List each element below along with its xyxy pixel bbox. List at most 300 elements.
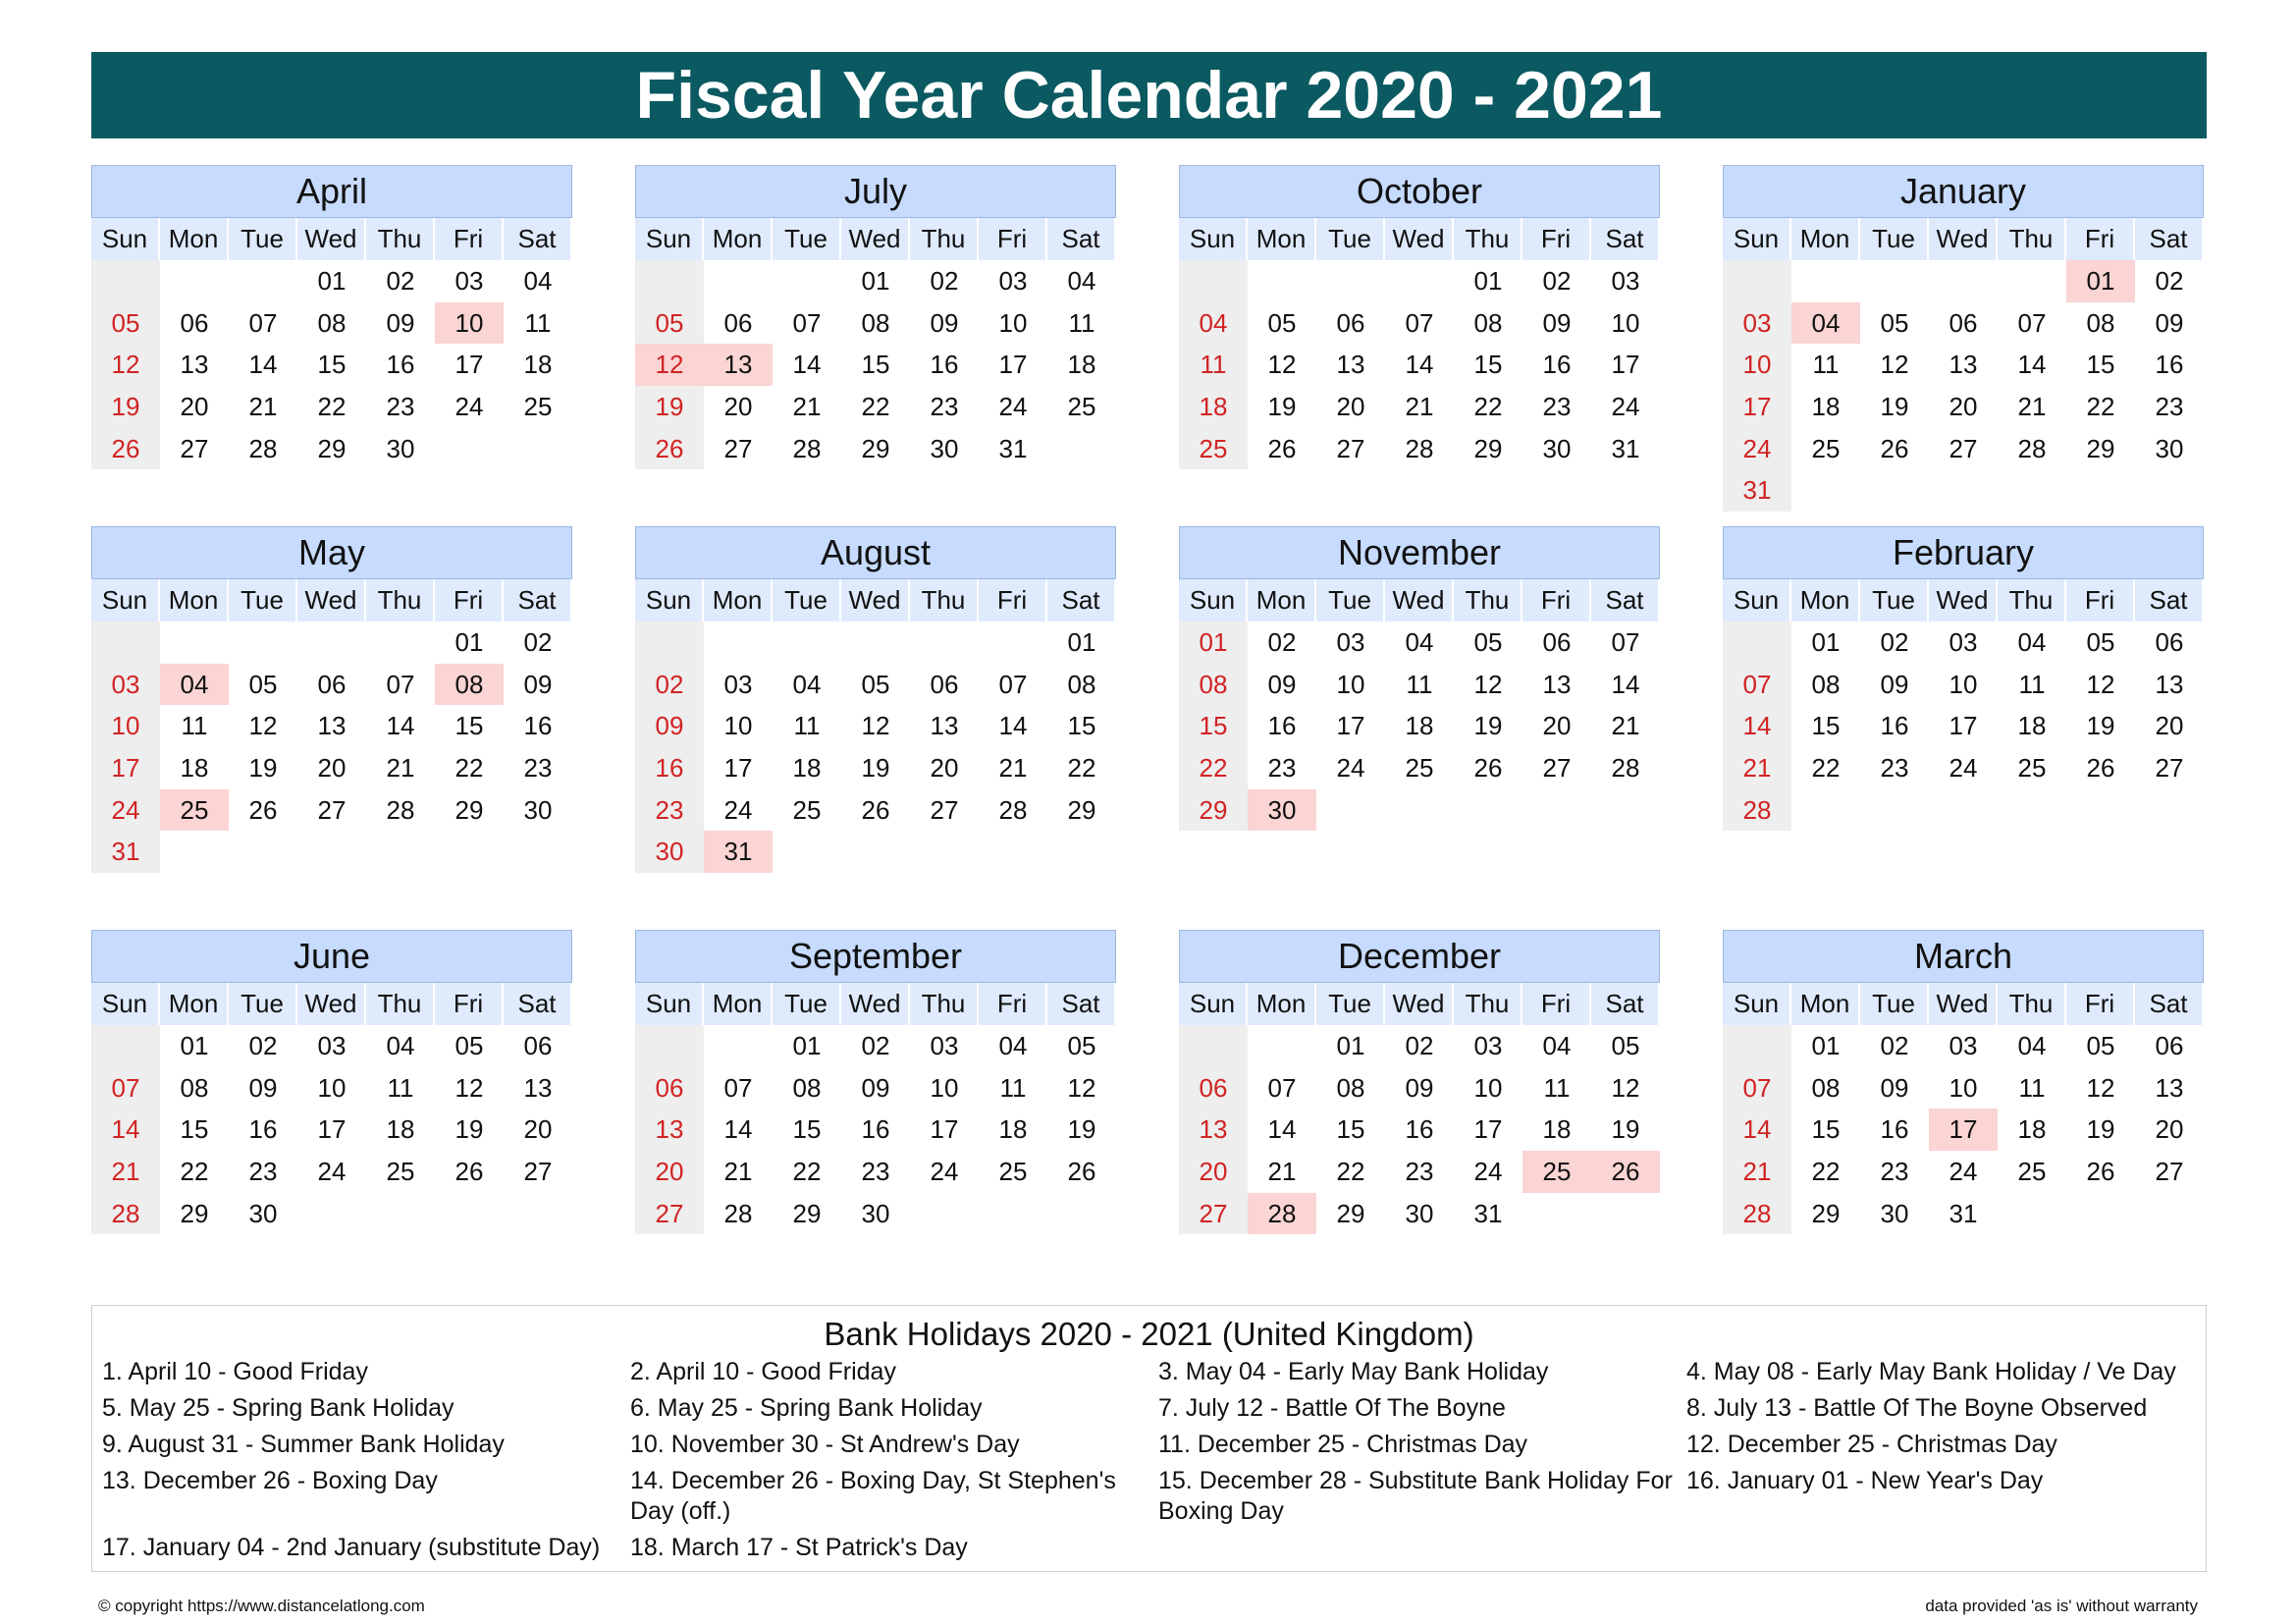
month-june: [91, 930, 572, 1234]
day-cell: 05: [635, 302, 704, 345]
empty-cell: [704, 260, 773, 302]
weekday-label: Tue: [1316, 983, 1385, 1025]
weekday-label: Tue: [1860, 218, 1929, 260]
day-cell: 01: [861, 265, 890, 296]
day-cell: 21: [1723, 1151, 1791, 1193]
day-cell: 03: [930, 1030, 959, 1060]
day-cell: 04: [1791, 302, 1860, 345]
day-cell: 06: [523, 1030, 553, 1060]
day-grid: [635, 1025, 1116, 1234]
day-cell: 28: [1248, 1193, 1316, 1235]
day-cell: 27: [180, 433, 209, 463]
day-cell: 27: [2155, 1156, 2184, 1186]
day-cell: 17: [1929, 1109, 1998, 1151]
day-cell: 06: [1542, 626, 1572, 657]
day-cell: 19: [861, 752, 890, 783]
day-cell: 31: [91, 831, 160, 873]
day-cell: 29: [2086, 433, 2115, 463]
day-cell: 29: [317, 433, 347, 463]
day-cell: 02: [386, 265, 415, 296]
day-cell: 12: [2086, 669, 2115, 699]
empty-cell: [910, 1193, 979, 1235]
day-cell: 13: [704, 344, 773, 386]
day-cell: 24: [1723, 428, 1791, 470]
day-cell: 29: [792, 1198, 822, 1228]
day-cell: 29: [861, 433, 890, 463]
day-cell: 02: [861, 1030, 890, 1060]
day-cell: 05: [248, 669, 278, 699]
day-cell: 08: [435, 664, 504, 706]
day-cell: 02: [1880, 626, 1909, 657]
day-cell: 24: [1949, 1156, 1978, 1186]
weekday-label: Wed: [841, 218, 910, 260]
day-cell: 02: [1405, 1030, 1434, 1060]
day-cell: 10: [930, 1072, 959, 1103]
day-grid: [91, 260, 572, 469]
empty-cell: [366, 831, 435, 873]
day-cell: 25: [160, 789, 229, 832]
day-cell: 24: [930, 1156, 959, 1186]
day-cell: 04: [2017, 626, 2047, 657]
day-cell: 23: [1880, 752, 1909, 783]
weekday-header: [1723, 983, 2204, 1025]
day-cell: 12: [1880, 350, 1909, 380]
empty-cell: [91, 622, 160, 664]
empty-cell: [160, 622, 229, 664]
weekday-label: Thu: [1998, 218, 2066, 260]
day-cell: 17: [1949, 711, 1978, 741]
bank-holiday-item: 14. December 26 - Boxing Day, St Stephen's Day (off.): [630, 1467, 1116, 1525]
day-cell: 18: [792, 752, 822, 783]
day-cell: 18: [1811, 391, 1841, 421]
day-cell: 13: [1949, 350, 1978, 380]
empty-cell: [1454, 789, 1522, 832]
empty-cell: [1998, 789, 2066, 832]
weekday-label: Sat: [2135, 579, 2204, 622]
day-cell: 14: [998, 711, 1028, 741]
day-cell: 04: [1067, 265, 1096, 296]
day-cell: 16: [523, 711, 553, 741]
day-cell: 06: [2155, 626, 2184, 657]
day-cell: 08: [1811, 669, 1841, 699]
day-cell: 15: [1336, 1114, 1365, 1145]
day-cell: 06: [1949, 307, 1978, 338]
weekday-label: Mon: [160, 983, 229, 1025]
empty-cell: [1385, 260, 1454, 302]
day-cell: 25: [1522, 1151, 1591, 1193]
day-cell: 25: [1811, 433, 1841, 463]
weekday-label: Fri: [979, 579, 1047, 622]
day-cell: 09: [1880, 1072, 1909, 1103]
day-cell: 25: [523, 391, 553, 421]
day-cell: 18: [2017, 1114, 2047, 1145]
empty-cell: [1179, 260, 1248, 302]
weekday-label: Fri: [435, 579, 504, 622]
day-cell: 01: [1336, 1030, 1365, 1060]
day-cell: 05: [1067, 1030, 1096, 1060]
day-cell: 19: [2086, 1114, 2115, 1145]
day-cell: 14: [1611, 669, 1640, 699]
weekday-label: Sat: [1047, 579, 1116, 622]
day-cell: 13: [180, 350, 209, 380]
day-cell: 18: [523, 350, 553, 380]
day-cell: 15: [861, 350, 890, 380]
empty-cell: [1723, 622, 1791, 664]
day-cell: 25: [386, 1156, 415, 1186]
day-cell: 01: [1179, 622, 1248, 664]
day-cell: 17: [1611, 350, 1640, 380]
day-cell: 24: [1336, 752, 1365, 783]
day-cell: 09: [1880, 669, 1909, 699]
day-cell: 30: [248, 1198, 278, 1228]
month-december: [1179, 930, 1660, 1234]
weekday-label: Fri: [2066, 218, 2135, 260]
day-cell: 12: [861, 711, 890, 741]
weekday-header: [635, 218, 1116, 260]
weekday-label: Sun: [635, 218, 704, 260]
empty-cell: [1860, 789, 1929, 832]
day-grid: [1723, 1025, 2204, 1234]
day-cell: 12: [91, 344, 160, 386]
empty-cell: [1316, 789, 1385, 832]
bank-holiday-item: 1. April 10 - Good Friday: [102, 1358, 368, 1385]
weekday-label: Wed: [297, 218, 366, 260]
day-cell: 14: [248, 350, 278, 380]
day-cell: 19: [1880, 391, 1909, 421]
weekday-label: Fri: [1522, 983, 1591, 1025]
weekday-label: Tue: [773, 983, 841, 1025]
day-cell: 03: [1949, 1030, 1978, 1060]
day-cell: 30: [1405, 1198, 1434, 1228]
day-cell: 11: [1179, 344, 1248, 386]
day-cell: 29: [1811, 1198, 1841, 1228]
day-cell: 26: [635, 428, 704, 470]
empty-cell: [2066, 469, 2135, 512]
day-cell: 18: [1179, 386, 1248, 428]
month-november: [1179, 526, 1660, 831]
month-name: May: [91, 526, 572, 579]
weekday-label: Tue: [229, 218, 297, 260]
day-cell: 19: [454, 1114, 484, 1145]
day-cell: 04: [1405, 626, 1434, 657]
day-cell: 19: [1473, 711, 1503, 741]
weekday-label: Sat: [504, 218, 572, 260]
empty-cell: [297, 831, 366, 873]
day-cell: 05: [91, 302, 160, 345]
day-cell: 26: [454, 1156, 484, 1186]
day-cell: 27: [1949, 433, 1978, 463]
day-cell: 07: [91, 1067, 160, 1110]
day-cell: 11: [1812, 350, 1840, 380]
day-cell: 03: [723, 669, 753, 699]
day-cell: 15: [454, 711, 484, 741]
month-july: [635, 165, 1116, 469]
day-cell: 10: [435, 302, 504, 345]
weekday-label: Fri: [979, 983, 1047, 1025]
day-cell: 18: [1067, 350, 1096, 380]
day-cell: 07: [1405, 307, 1434, 338]
bank-holiday-item: 3. May 04 - Early May Bank Holiday: [1158, 1358, 1549, 1385]
weekday-header: [635, 579, 1116, 622]
bank-holiday-item: 12. December 25 - Christmas Day: [1686, 1431, 2057, 1458]
day-cell: 21: [998, 752, 1028, 783]
empty-cell: [366, 622, 435, 664]
day-grid: [1723, 260, 2204, 512]
day-cell: 05: [454, 1030, 484, 1060]
month-april: [91, 165, 572, 469]
day-cell: 14: [2017, 350, 2047, 380]
empty-cell: [2135, 789, 2204, 832]
day-cell: 21: [1723, 747, 1791, 789]
day-cell: 15: [1179, 705, 1248, 747]
day-grid: [1179, 1025, 1660, 1234]
day-cell: 30: [386, 433, 415, 463]
empty-cell: [1929, 789, 1998, 832]
copyright-text: © copyright https://www.distancelatlong.com: [98, 1597, 425, 1615]
disclaimer-text: data provided 'as is' without warranty: [1925, 1597, 2198, 1615]
day-cell: 02: [1542, 265, 1572, 296]
day-grid: [91, 622, 572, 873]
month-name: December: [1179, 930, 1660, 983]
day-cell: 14: [1267, 1114, 1297, 1145]
day-cell: 28: [2017, 433, 2047, 463]
day-cell: 06: [317, 669, 347, 699]
empty-cell: [2135, 469, 2204, 512]
day-cell: 16: [1405, 1114, 1434, 1145]
day-cell: 15: [792, 1114, 822, 1145]
day-cell: 28: [1611, 752, 1640, 783]
day-cell: 15: [2086, 350, 2115, 380]
empty-cell: [1316, 260, 1385, 302]
weekday-label: Mon: [1248, 579, 1316, 622]
weekday-label: Fri: [435, 218, 504, 260]
day-cell: 10: [317, 1072, 347, 1103]
day-cell: 12: [1473, 669, 1503, 699]
weekday-label: Mon: [704, 218, 773, 260]
day-cell: 21: [1405, 391, 1434, 421]
day-cell: 16: [930, 350, 959, 380]
weekday-label: Sun: [91, 218, 160, 260]
day-cell: 11: [2018, 669, 2046, 699]
month-september: [635, 930, 1116, 1234]
empty-cell: [1998, 469, 2066, 512]
day-cell: 13: [930, 711, 959, 741]
weekday-header: [91, 579, 572, 622]
empty-cell: [1248, 1025, 1316, 1067]
day-grid: [1179, 622, 1660, 831]
weekday-label: Tue: [1316, 218, 1385, 260]
weekday-label: Mon: [1791, 983, 1860, 1025]
day-cell: 08: [1811, 1072, 1841, 1103]
weekday-label: Fri: [1522, 218, 1591, 260]
bank-holiday-item: 2. April 10 - Good Friday: [630, 1358, 896, 1385]
day-cell: 02: [523, 626, 553, 657]
weekday-header: [91, 983, 572, 1025]
day-cell: 09: [861, 1072, 890, 1103]
month-name: June: [91, 930, 572, 983]
day-cell: 19: [635, 386, 704, 428]
day-cell: 31: [1473, 1198, 1503, 1228]
weekday-label: Sun: [1723, 218, 1791, 260]
day-cell: 03: [1949, 626, 1978, 657]
day-cell: 10: [998, 307, 1028, 338]
day-cell: 16: [1880, 711, 1909, 741]
day-cell: 19: [2086, 711, 2115, 741]
day-grid: [1179, 260, 1660, 469]
empty-cell: [1860, 260, 1929, 302]
empty-cell: [635, 1025, 704, 1067]
weekday-label: Sat: [1591, 218, 1660, 260]
day-cell: 08: [2086, 307, 2115, 338]
day-cell: 17: [930, 1114, 959, 1145]
day-cell: 29: [1473, 433, 1503, 463]
empty-cell: [1522, 1193, 1591, 1235]
weekday-label: Tue: [1316, 579, 1385, 622]
day-cell: 18: [1542, 1114, 1572, 1145]
day-cell: 08: [792, 1072, 822, 1103]
day-cell: 11: [524, 307, 552, 338]
day-cell: 17: [1723, 386, 1791, 428]
empty-cell: [704, 622, 773, 664]
empty-cell: [229, 260, 297, 302]
weekday-label: Tue: [1860, 983, 1929, 1025]
empty-cell: [366, 1193, 435, 1235]
empty-cell: [435, 831, 504, 873]
weekday-label: Wed: [841, 579, 910, 622]
day-cell: 24: [317, 1156, 347, 1186]
day-cell: 13: [1179, 1109, 1248, 1151]
day-cell: 15: [1473, 350, 1503, 380]
day-cell: 09: [1267, 669, 1297, 699]
day-cell: 07: [998, 669, 1028, 699]
day-cell: 30: [1542, 433, 1572, 463]
weekday-label: Mon: [704, 579, 773, 622]
day-cell: 28: [998, 794, 1028, 825]
weekday-label: Thu: [910, 218, 979, 260]
day-cell: 04: [523, 265, 553, 296]
day-cell: 27: [723, 433, 753, 463]
day-cell: 15: [1067, 711, 1096, 741]
empty-cell: [91, 260, 160, 302]
day-cell: 11: [181, 711, 208, 741]
day-cell: 12: [248, 711, 278, 741]
day-cell: 06: [2155, 1030, 2184, 1060]
day-cell: 24: [1949, 752, 1978, 783]
month-name: August: [635, 526, 1116, 579]
day-cell: 27: [523, 1156, 553, 1186]
month-october: [1179, 165, 1660, 469]
day-cell: 24: [1611, 391, 1640, 421]
day-cell: 17: [317, 1114, 347, 1145]
month-name: January: [1723, 165, 2204, 218]
day-cell: 20: [635, 1151, 704, 1193]
day-cell: 24: [91, 789, 160, 832]
day-cell: 22: [1473, 391, 1503, 421]
day-cell: 21: [792, 391, 822, 421]
day-cell: 20: [317, 752, 347, 783]
day-cell: 28: [91, 1193, 160, 1235]
day-cell: 19: [248, 752, 278, 783]
day-cell: 05: [861, 669, 890, 699]
day-cell: 25: [1067, 391, 1096, 421]
day-cell: 23: [635, 789, 704, 832]
day-cell: 01: [454, 626, 484, 657]
empty-cell: [1047, 428, 1116, 470]
day-cell: 22: [317, 391, 347, 421]
day-cell: 12: [454, 1072, 484, 1103]
day-cell: 10: [1949, 1072, 1978, 1103]
day-cell: 01: [792, 1030, 822, 1060]
empty-cell: [229, 831, 297, 873]
day-cell: 29: [1179, 789, 1248, 832]
day-cell: 27: [317, 794, 347, 825]
day-cell: 21: [723, 1156, 753, 1186]
weekday-label: Thu: [366, 218, 435, 260]
day-cell: 22: [180, 1156, 209, 1186]
weekday-label: Sun: [1179, 218, 1248, 260]
day-cell: 09: [2155, 307, 2184, 338]
day-cell: 01: [2066, 260, 2135, 302]
day-cell: 18: [386, 1114, 415, 1145]
month-name: April: [91, 165, 572, 218]
day-cell: 16: [861, 1114, 890, 1145]
empty-cell: [1791, 260, 1860, 302]
day-cell: 11: [793, 711, 821, 741]
day-cell: 25: [2017, 752, 2047, 783]
day-cell: 05: [1473, 626, 1503, 657]
day-cell: 07: [248, 307, 278, 338]
day-cell: 24: [454, 391, 484, 421]
day-cell: 12: [1067, 1072, 1096, 1103]
day-cell: 01: [180, 1030, 209, 1060]
day-cell: 25: [792, 794, 822, 825]
day-cell: 16: [248, 1114, 278, 1145]
day-cell: 30: [861, 1198, 890, 1228]
day-cell: 11: [1068, 307, 1095, 338]
day-cell: 07: [2017, 307, 2047, 338]
day-cell: 14: [723, 1114, 753, 1145]
empty-cell: [1723, 1025, 1791, 1067]
day-cell: 07: [1267, 1072, 1297, 1103]
day-cell: 23: [2155, 391, 2184, 421]
empty-cell: [91, 1025, 160, 1067]
day-cell: 17: [1336, 711, 1365, 741]
empty-cell: [910, 831, 979, 873]
empty-cell: [1929, 260, 1998, 302]
day-cell: 07: [1611, 626, 1640, 657]
day-cell: 31: [1949, 1198, 1978, 1228]
weekday-label: Fri: [2066, 579, 2135, 622]
day-cell: 14: [1723, 705, 1791, 747]
weekday-label: Fri: [979, 218, 1047, 260]
day-cell: 29: [1067, 794, 1096, 825]
empty-cell: [979, 622, 1047, 664]
weekday-header: [1179, 983, 1660, 1025]
empty-cell: [1248, 260, 1316, 302]
day-grid: [91, 1025, 572, 1234]
day-cell: 15: [317, 350, 347, 380]
day-cell: 25: [998, 1156, 1028, 1186]
empty-cell: [704, 1025, 773, 1067]
empty-cell: [160, 260, 229, 302]
month-january: [1723, 165, 2204, 512]
day-cell: 22: [792, 1156, 822, 1186]
day-cell: 21: [248, 391, 278, 421]
day-cell: 10: [91, 705, 160, 747]
day-cell: 30: [1880, 1198, 1909, 1228]
day-cell: 10: [1611, 307, 1640, 338]
empty-cell: [910, 622, 979, 664]
